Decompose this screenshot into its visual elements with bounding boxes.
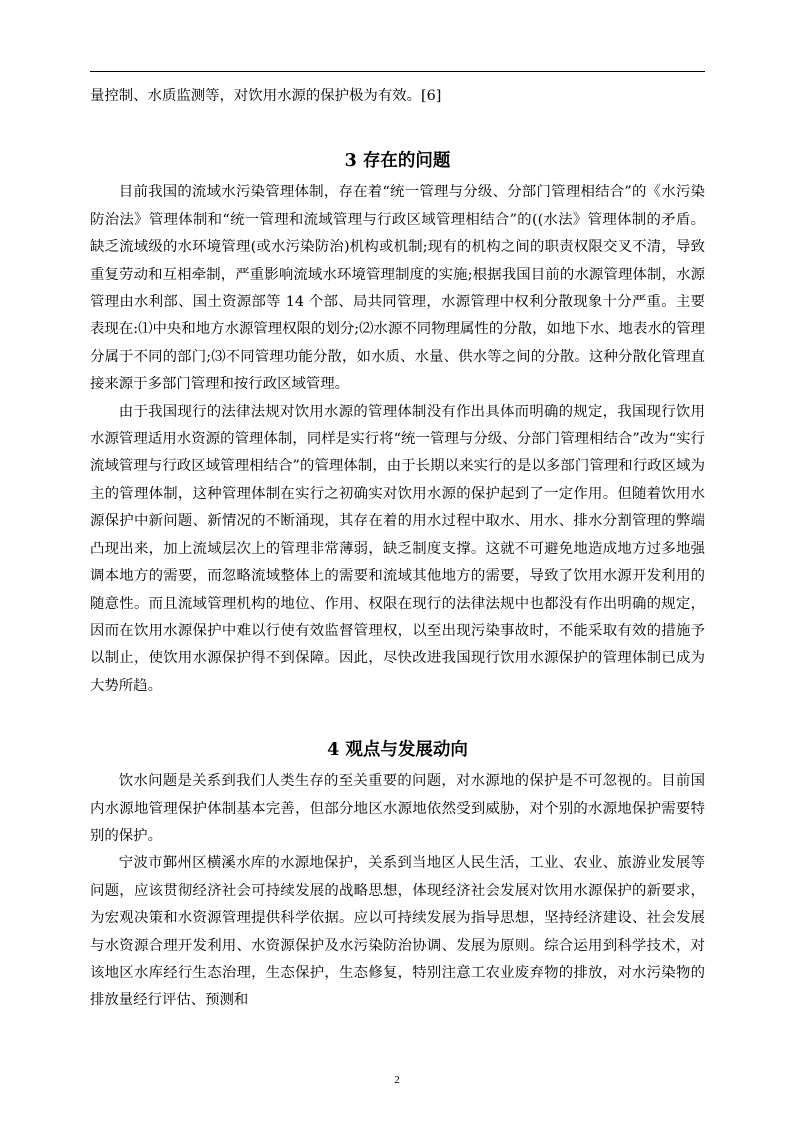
- section-3-heading: 3 存在的问题: [344, 151, 451, 172]
- section-4-paragraph-2: 宁波市鄞州区横溪水库的水源地保护，关系到当地区人民生活，工业、农业、旅游业发展等问题，应该贯彻经济社会可持续发展的战略思想，体现经济社会发展对饮用水源保护的新要求，为宏观决策和水资源管理提供科学依据。应以可持续发展为指导思想，坚持经济建设、社会发展与水资源合理开发利用、水资源保护及水污染防治协调、发展为原则。综合运用到科学技术，对该地区水库经行生态治理，生态保护，生态修复，特别注意工农业废弃物的排放，对水污染物的排放量经行评估、预测和: [90, 855, 705, 1009]
- continuation-text: 量控制、水质监测等，对饮用水源的保护极为有效。[6]: [90, 88, 442, 104]
- document-body: [90, 83, 705, 1015]
- section-4-heading: 4 观点与发展动向: [327, 740, 468, 761]
- page-number: 2: [394, 1074, 400, 1086]
- section-3-paragraph-1: 目前我国的流域水污染管理体制，存在着“统一管理与分级、分部门管理相结合”的《水污染防治法》管理体制和“统一管理和流域管理与行政区域管理相结合”的((水法》管理体制的矛盾。缺乏流域级的水环境管理(或水污染防治)机构或机制;现有的机构之间的职责权限交叉不清，导致重复劳动和互相牵制，严重影响流域水环境管理制度的实施;根据我国目前的水源管理体制，水源管理由水利部、国土资源部等 14 个部、局共同管理，水源管理中权利分散现象十分严重。主要表现在:⑴中央和地方水源管理权限的划分;⑵水源不同物理属性的分散，如地下水、地表水的管理分属于不同的部门;⑶不同管理功能分散，如水质、水量、供水等之间的分散。这种分散化管理直接来源于多部门管理和按行政区域管理。: [90, 184, 705, 393]
- header-rule: [90, 71, 705, 72]
- section-3-paragraph-2: 由于我国现行的法律法规对饮用水源的管理体制没有作出具体而明确的规定，我国现行饮用水源管理适用水资源的管理体制，同样是实行将“统一管理与分级、分部门管理相结合”改为“实行流域管理与行政区域管理相结合”的管理体制，由于长期以来实行的是以多部门管理和行政区域为主的管理体制，这种管理体制在实行之初确实对饮用水源的保护起到了一定作用。但随着饮用水源保护中新问题、新情况的不断涌现，其存在着的用水过程中取水、用水、排水分割管理的弊端凸现出来，加上流域层次上的管理非常薄弱，缺乏制度支撑。这就不可避免地造成地方过多地强调本地方的需要，而忽略流域整体上的需要和流域其他地方的需要，导致了饮用水源开发利用的随意性。而且流域管理机构的地位、作用、权限在现行的法律法规中也都没有作出明确的规定，因而在饮用水源保护中难以行使有效监督管理权，以至出现污染事故时，不能采取有效的措施予以制止，使饮用水源保护得不到保障。因此，尽快改进我国现行饮用水源保护的管理体制已成为大势所趋。: [90, 403, 705, 694]
- section-4-paragraph-1: 饮水问题是关系到我们人类生存的至关重要的问题，对水源地的保护是不可忽视的。目前国内水源地管理保护体制基本完善，但部分地区水源地依然受到威胁，对个别的水源地保护需要特别的保护。: [90, 773, 705, 844]
